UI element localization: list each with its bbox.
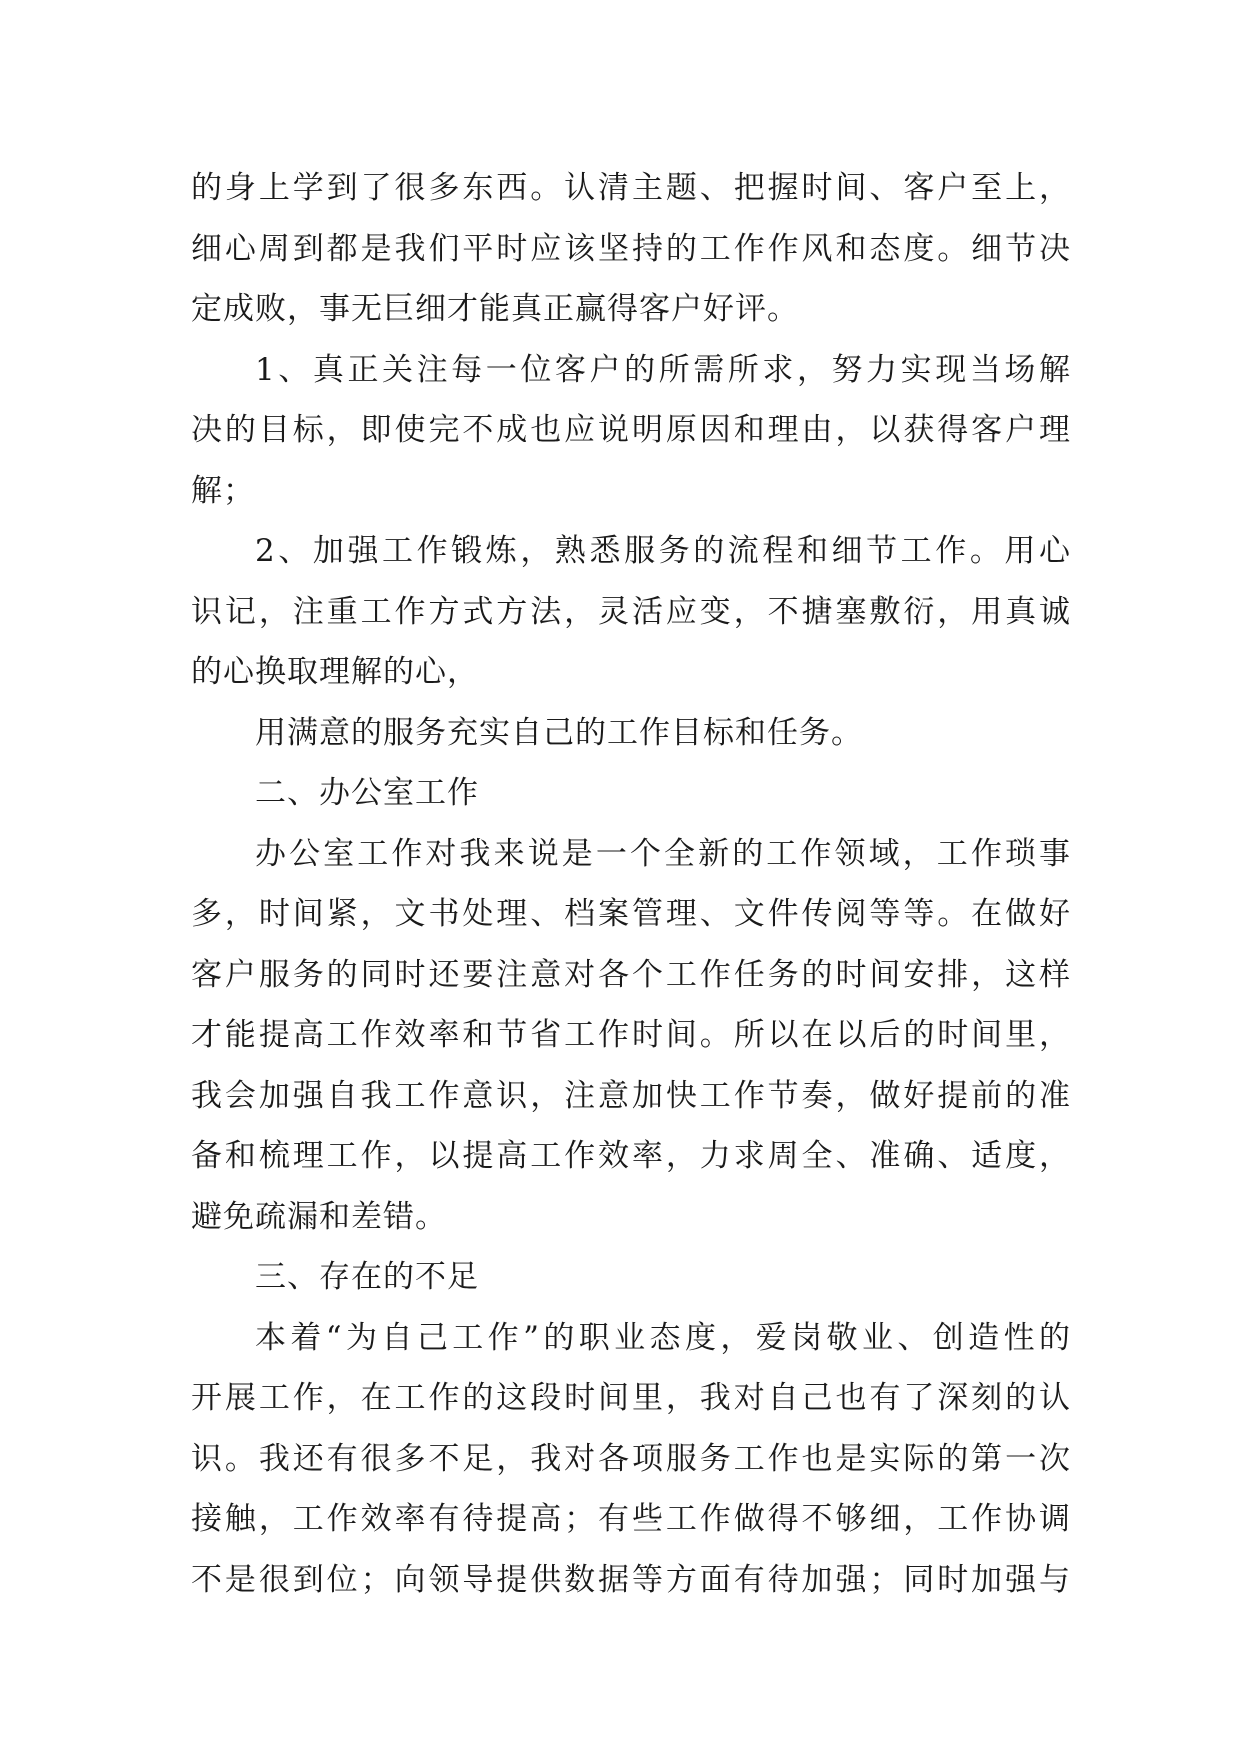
text-line: 定成败，事无巨细才能真正赢得客户好评。 (191, 291, 799, 327)
section-heading: 二、办公室工作 (255, 775, 479, 811)
text-line: 细心周到都是我们平时应该坚持的工作作风和态度。细节决 (191, 230, 1071, 267)
text-line: 解； (191, 472, 255, 509)
text-line: 避免疏漏和差错。 (191, 1198, 447, 1235)
document-body (191, 158, 1071, 1610)
text-line: 开展工作，在工作的这段时间里，我对自己也有了深刻的认 (191, 1380, 1071, 1416)
text-line: 识。我还有很多不足，我对各项服务工作也是实际的第一次 (191, 1440, 1071, 1477)
text-line: 我会加强自我工作意识，注意加快工作节奏，做好提前的准 (191, 1077, 1071, 1114)
text-line: 客户服务的同时还要注意对各个工作任务的时间安排，这样 (191, 956, 1071, 993)
text-line: 的心换取理解的心， (191, 654, 479, 690)
text-line: 用满意的服务充实自己的工作目标和任务。 (255, 714, 863, 751)
text-line: 本着“为自己工作”的职业态度，爱岗敬业、创造性的 (255, 1319, 1071, 1356)
text-line: 不是很到位；向领导提供数据等方面有待加强；同时加强与 (191, 1561, 1071, 1598)
text-line: 备和梳理工作，以提高工作效率，力求周全、准确、适度， (191, 1138, 1071, 1174)
text-line: 的身上学到了很多东西。认清主题、把握时间、客户至上， (191, 170, 1071, 206)
text-line: 接触，工作效率有待提高；有些工作做得不够细，工作协调 (191, 1501, 1071, 1537)
section-heading: 三、存在的不足 (255, 1259, 479, 1295)
text-line: 办公室工作对我来说是一个全新的工作领域，工作琐事 (255, 835, 1071, 872)
text-line: 才能提高工作效率和节省工作时间。所以在以后的时间里， (191, 1017, 1071, 1053)
text-line: 多，时间紧，文书处理、档案管理、文件传阅等等。在做好 (191, 896, 1071, 932)
text-line: 2、加强工作锻炼，熟悉服务的流程和细节工作。用心 (255, 533, 1071, 569)
text-line: 1、真正关注每一位客户的所需所求，努力实现当场解 (255, 351, 1071, 388)
text-line: 决的目标，即使完不成也应说明原因和理由，以获得客户理 (191, 412, 1071, 448)
text-line: 识记，注重工作方式方法，灵活应变，不搪塞敷衍，用真诚 (191, 593, 1071, 630)
